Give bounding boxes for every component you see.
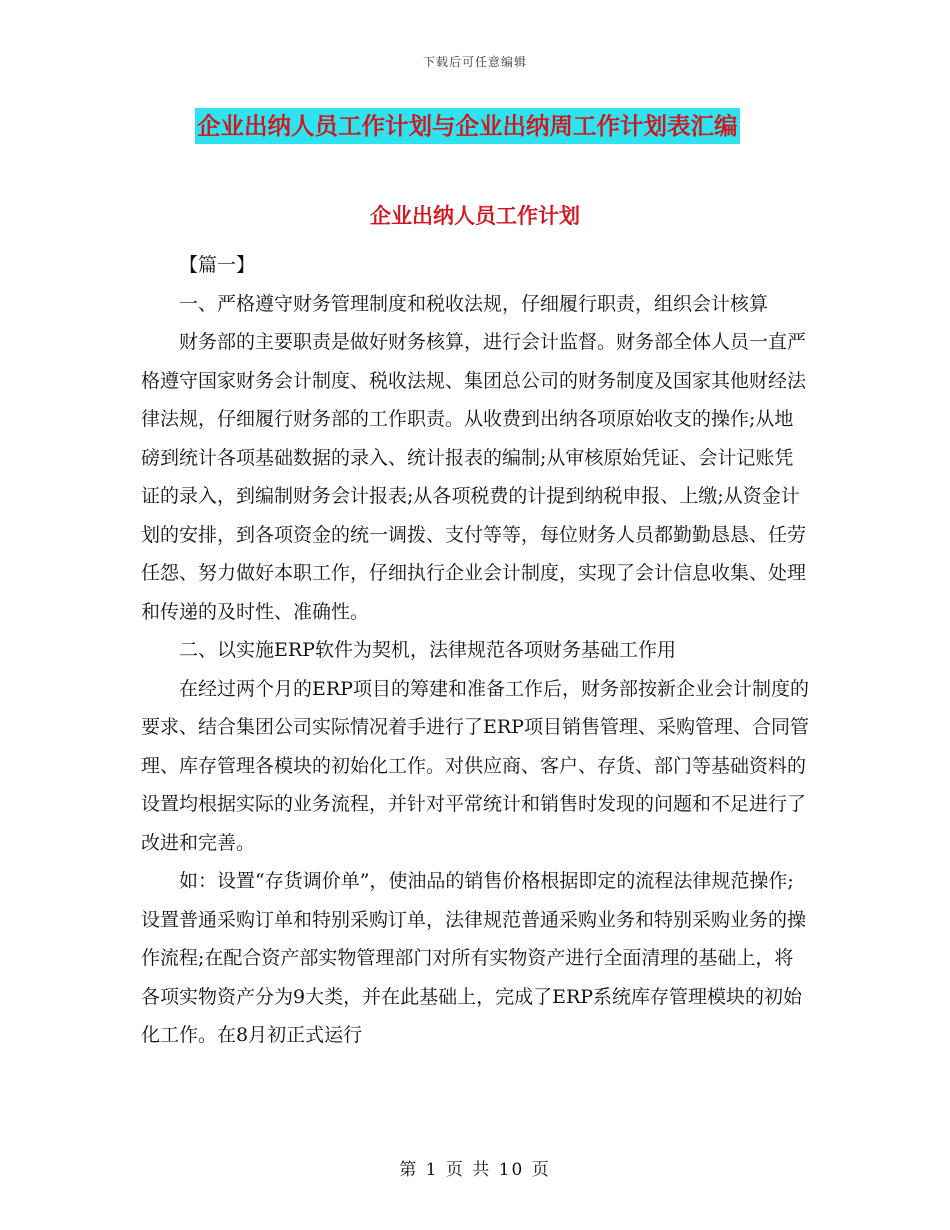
paragraph-heading-1: 一、严格遵守财务管理制度和税收法规，仔细履行职责，组织会计核算 (179, 292, 769, 315)
paragraph-body-1: 财务部的主要职责是做好财务核算，进行会计监督。财务部全体人员一直严格遵守国家财务会计制度、税收法规、集团总公司的财务制度及国家其他财经法律法规，仔细履行财务部的工作职责。从收费到出纳各项原始收支的操作;从地磅到统计各项基础数据的录入、统计报表的编制;从审核原始凭证、会计记账凭证的录入，到编制财务会计报表;从各项税费的计提到纳税申报、上缴;从资金计划的安排，到各项资金的统一调拨、支付等等，每位财务人员都勤勤恳恳、任劳任怨、努力做好本职工作，仔细执行企业会计制度，实现了会计信息收集、处理和传递的及时性、准确性。 (141, 331, 807, 623)
paragraph-heading-2: 二、以实施ERP软件为契机，法律规范各项财务基础工作用 (179, 639, 676, 661)
paragraph-body-2: 在经过两个月的ERP项目的筹建和准备工作后，财务部按新企业会计制度的要求、结合集团公司实际情况着手进行了ERP项目销售管理、采购管理、合同管理、库存管理各模块的初始化工作。对供应商、客户、存货、部门等基础资料的设置均根据实际的业务流程，并针对平常统计和销售时发现的问题和不足进行了改进和完善。 (141, 677, 809, 854)
paragraph-part-label: 【篇一】 (179, 254, 256, 276)
paragraph-body-3: 如：设置“存货调价单”，使油品的销售价格根据即定的流程法律规范操作;设置普通采购订单和特别采购订单，法律规范普通采购业务和特别采购业务的操作流程;在配合资产部实物管理部门对所有实物资产进行全面清理的基础上，将各项实物资产分为9大类，并在此基础上，完成了ERP系统库存管理模块的初始化工作。在8月初正式运行 (141, 870, 807, 1046)
document-title: 企业出纳人员工作计划与企业出纳周工作计划表汇编 (195, 108, 740, 144)
header-note: 下载后可任意编辑 (422, 55, 527, 69)
body-text (141, 246, 811, 1055)
page-footer: 第 1 页 共 10 页 (399, 1160, 551, 1180)
section-title: 企业出纳人员工作计划 (370, 203, 580, 228)
